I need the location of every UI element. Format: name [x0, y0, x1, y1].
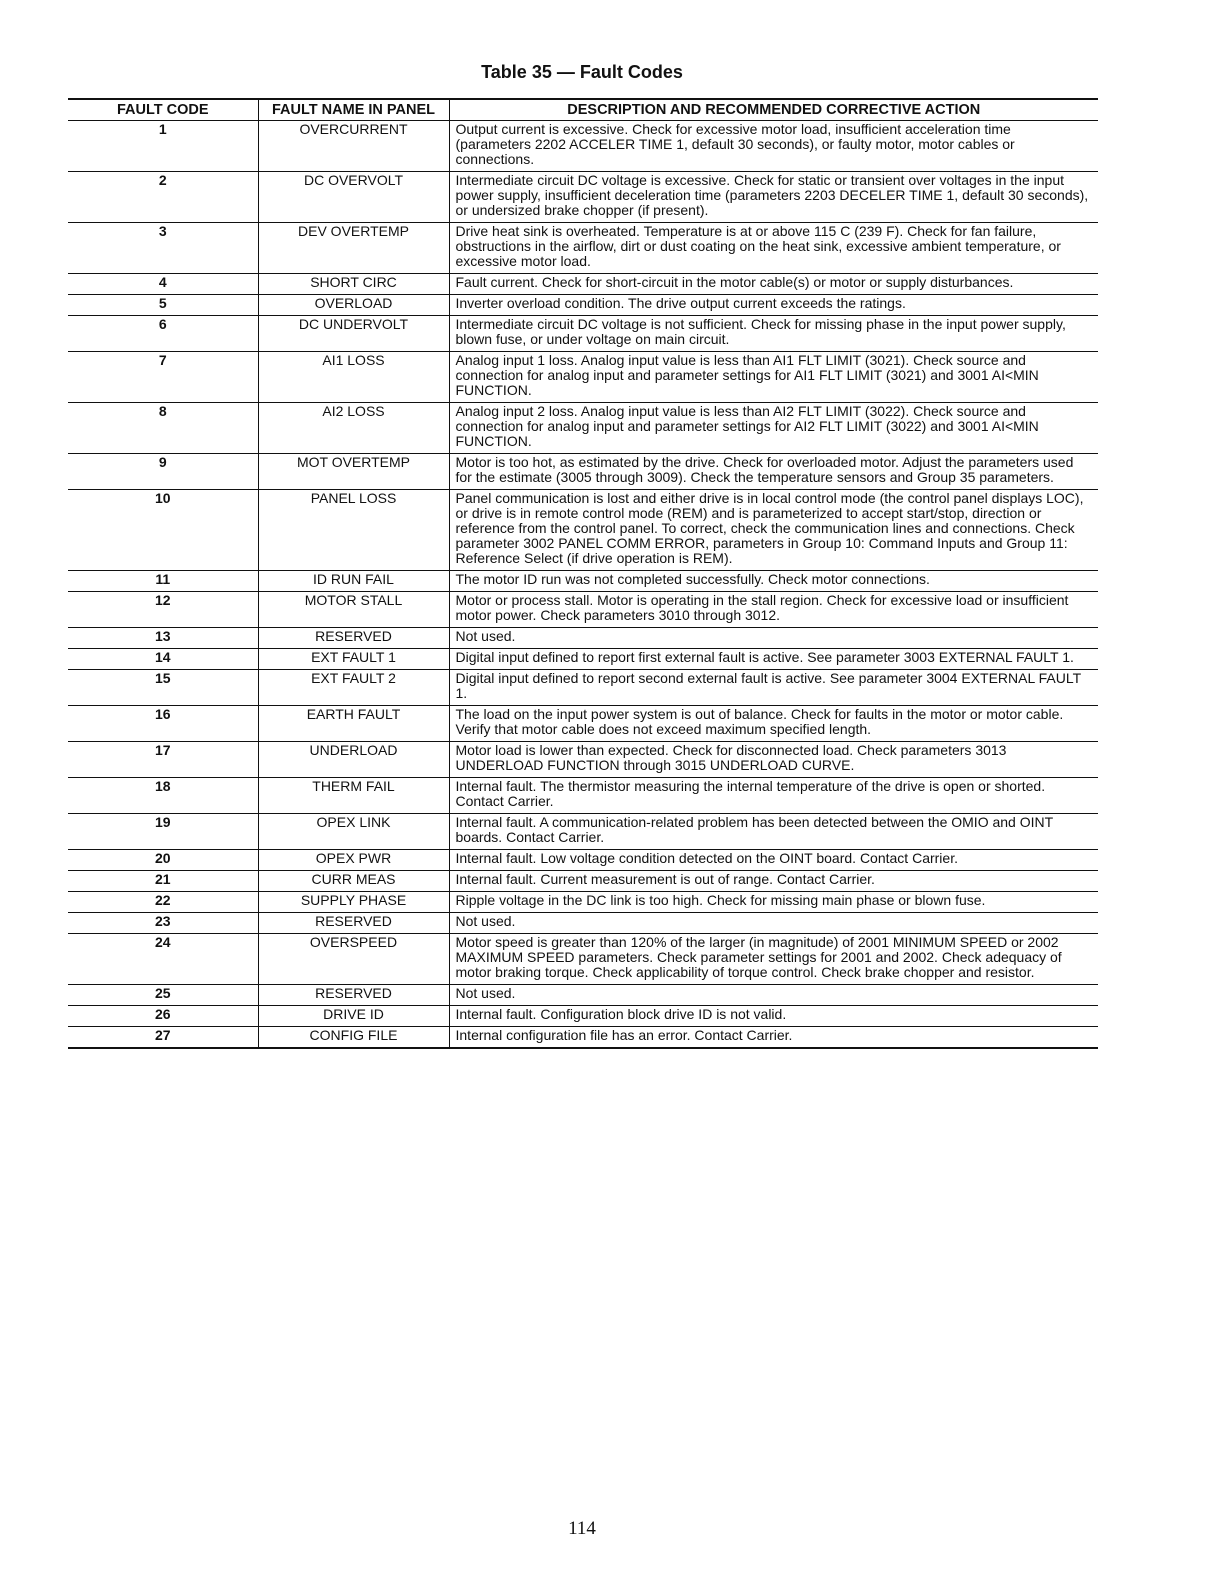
fault-code-cell: 21 [68, 871, 258, 892]
table-row [68, 352, 1098, 403]
fault-name-cell: OPEX PWR [258, 850, 449, 871]
fault-code-cell: 25 [68, 985, 258, 1006]
fault-code-cell: 8 [68, 403, 258, 454]
table-row [68, 571, 1098, 592]
description-cell: Drive heat sink is overheated. Temperature is at or above 115 C (239 F). Check for fan failure, obstructions in the airflow, dirt or dust coating on the heat sink, excessive ambient temperature, or excessive motor load. [449, 223, 1098, 274]
fault-code-cell: 11 [68, 571, 258, 592]
table-row [68, 592, 1098, 628]
fault-name-cell: RESERVED [258, 628, 449, 649]
description-cell: Internal fault. A communication-related problem has been detected between the OMIO and OINT boards. Contact Carrier. [449, 814, 1098, 850]
fault-code-cell: 18 [68, 778, 258, 814]
table-row [68, 742, 1098, 778]
fault-name-cell: OVERSPEED [258, 934, 449, 985]
description-cell: Motor load is lower than expected. Check for disconnected load. Check parameters 3013 UNDERLOAD FUNCTION through 3015 UNDERLOAD CURVE. [449, 742, 1098, 778]
fault-name-cell: EXT FAULT 1 [258, 649, 449, 670]
fault-name-cell: AI2 LOSS [258, 403, 449, 454]
table-row [68, 814, 1098, 850]
fault-name-cell: MOTOR STALL [258, 592, 449, 628]
table-row [68, 403, 1098, 454]
description-cell: Internal fault. The thermistor measuring the internal temperature of the drive is open or shorted. Contact Carrier. [449, 778, 1098, 814]
fault-code-cell: 15 [68, 670, 258, 706]
fault-code-cell: 17 [68, 742, 258, 778]
table-row [68, 490, 1098, 571]
table-row [68, 454, 1098, 490]
fault-code-cell: 19 [68, 814, 258, 850]
header-description: DESCRIPTION AND RECOMMENDED CORRECTIVE ACTION [449, 99, 1098, 121]
fault-code-cell: 1 [68, 121, 258, 172]
fault-name-cell: DC OVERVOLT [258, 172, 449, 223]
table-row [68, 913, 1098, 934]
fault-code-cell: 24 [68, 934, 258, 985]
fault-name-cell: DC UNDERVOLT [258, 316, 449, 352]
description-cell: Not used. [449, 628, 1098, 649]
page-number: 114 [568, 1518, 596, 1539]
fault-code-cell: 6 [68, 316, 258, 352]
description-cell: Digital input defined to report second external fault is active. See parameter 3004 EXTERNAL FAULT 1. [449, 670, 1098, 706]
header-fault-code: FAULT CODE [68, 99, 258, 121]
header-fault-name: FAULT NAME IN PANEL [258, 99, 449, 121]
fault-name-cell: DRIVE ID [258, 1006, 449, 1027]
table-row [68, 223, 1098, 274]
fault-code-cell: 7 [68, 352, 258, 403]
fault-code-cell: 4 [68, 274, 258, 295]
fault-code-cell: 27 [68, 1027, 258, 1049]
table-row [68, 934, 1098, 985]
fault-name-cell: CONFIG FILE [258, 1027, 449, 1049]
description-cell: The motor ID run was not completed successfully. Check motor connections. [449, 571, 1098, 592]
fault-name-cell: PANEL LOSS [258, 490, 449, 571]
fault-name-cell: UNDERLOAD [258, 742, 449, 778]
fault-name-cell: ID RUN FAIL [258, 571, 449, 592]
fault-name-cell: OVERCURRENT [258, 121, 449, 172]
table-body [68, 121, 1098, 1049]
fault-code-cell: 26 [68, 1006, 258, 1027]
fault-code-cell: 22 [68, 892, 258, 913]
table-row [68, 778, 1098, 814]
fault-name-cell: RESERVED [258, 913, 449, 934]
table-row [68, 1006, 1098, 1027]
fault-code-cell: 20 [68, 850, 258, 871]
fault-code-cell: 9 [68, 454, 258, 490]
description-cell: Not used. [449, 913, 1098, 934]
description-cell: Analog input 1 loss. Analog input value is less than AI1 FLT LIMIT (3021). Check source and connection for analog input and parameter settings for AI1 FLT LIMIT (3021) and 3001 AI<MIN FUNCTION. [449, 352, 1098, 403]
description-cell: Motor or process stall. Motor is operating in the stall region. Check for excessive load or insufficient motor power. Check parameters 3010 through 3012. [449, 592, 1098, 628]
description-cell: Fault current. Check for short-circuit in the motor cable(s) or motor or supply disturbances. [449, 274, 1098, 295]
description-cell: Intermediate circuit DC voltage is not sufficient. Check for missing phase in the input power supply, blown fuse, or under voltage on main circuit. [449, 316, 1098, 352]
table-row [68, 985, 1098, 1006]
description-cell: Not used. [449, 985, 1098, 1006]
fault-code-cell: 5 [68, 295, 258, 316]
fault-code-cell: 10 [68, 490, 258, 571]
table-row [68, 628, 1098, 649]
description-cell: Output current is excessive. Check for excessive motor load, insufficient acceleration time (parameters 2202 ACCELER TIME 1, default 30 seconds), or faulty motor, motor cables or connections. [449, 121, 1098, 172]
description-cell: Internal fault. Current measurement is out of range. Contact Carrier. [449, 871, 1098, 892]
fault-name-cell: DEV OVERTEMP [258, 223, 449, 274]
description-cell: Panel communication is lost and either drive is in local control mode (the control panel displays LOC), or drive is in remote control mode (REM) and is parameterized to accept start/stop, direction or reference from the control panel. To correct, check the communication lines and connections. Check parameter 3002 PANEL COMM ERROR, parameters in Group 10: Command Inputs and Group 11: Reference Select (if drive operation is REM). [449, 490, 1098, 571]
table-row [68, 871, 1098, 892]
description-cell: Motor is too hot, as estimated by the drive. Check for overloaded motor. Adjust the parameters used for the estimate (3005 through 3009). Check the temperature sensors and Group 35 parameters. [449, 454, 1098, 490]
table-row [68, 274, 1098, 295]
fault-name-cell: MOT OVERTEMP [258, 454, 449, 490]
fault-name-cell: SUPPLY PHASE [258, 892, 449, 913]
table-row [68, 121, 1098, 172]
fault-name-cell: THERM FAIL [258, 778, 449, 814]
fault-code-cell: 13 [68, 628, 258, 649]
table-row [68, 1027, 1098, 1049]
description-cell: Internal fault. Low voltage condition detected on the OINT board. Contact Carrier. [449, 850, 1098, 871]
table-row [68, 649, 1098, 670]
fault-name-cell: OPEX LINK [258, 814, 449, 850]
table-row [68, 295, 1098, 316]
description-cell: Digital input defined to report first external fault is active. See parameter 3003 EXTERNAL FAULT 1. [449, 649, 1098, 670]
fault-name-cell: SHORT CIRC [258, 274, 449, 295]
fault-code-cell: 14 [68, 649, 258, 670]
fault-name-cell: OVERLOAD [258, 295, 449, 316]
description-cell: Inverter overload condition. The drive output current exceeds the ratings. [449, 295, 1098, 316]
table-row [68, 850, 1098, 871]
table-title: Table 35 — Fault Codes [481, 62, 683, 82]
fault-name-cell: EARTH FAULT [258, 706, 449, 742]
fault-code-cell: 3 [68, 223, 258, 274]
fault-code-cell: 23 [68, 913, 258, 934]
fault-name-cell: RESERVED [258, 985, 449, 1006]
description-cell: Analog input 2 loss. Analog input value is less than AI2 FLT LIMIT (3022). Check source and connection for analog input and parameter settings for AI2 FLT LIMIT (3022) and 3001 AI<MIN FUNCTION. [449, 403, 1098, 454]
fault-code-cell: 2 [68, 172, 258, 223]
table-row [68, 172, 1098, 223]
description-cell: Intermediate circuit DC voltage is excessive. Check for static or transient over voltages in the input power supply, insufficient deceleration time (parameters 2203 DECELER TIME 1, default 30 seconds), or undersized brake chopper (if present). [449, 172, 1098, 223]
fault-name-cell: CURR MEAS [258, 871, 449, 892]
fault-name-cell: AI1 LOSS [258, 352, 449, 403]
table-row [68, 706, 1098, 742]
table-row [68, 892, 1098, 913]
fault-name-cell: EXT FAULT 2 [258, 670, 449, 706]
description-cell: Internal fault. Configuration block drive ID is not valid. [449, 1006, 1098, 1027]
fault-code-cell: 16 [68, 706, 258, 742]
table-row [68, 670, 1098, 706]
description-cell: The load on the input power system is out of balance. Check for faults in the motor or motor cable. Verify that motor cable does not exceed maximum specified length. [449, 706, 1098, 742]
description-cell: Internal configuration file has an error. Contact Carrier. [449, 1027, 1098, 1049]
fault-code-cell: 12 [68, 592, 258, 628]
fault-codes-table [68, 98, 1098, 1049]
description-cell: Motor speed is greater than 120% of the larger (in magnitude) of 2001 MINIMUM SPEED or 2002 MAXIMUM SPEED parameters. Check parameter settings for 2001 and 2002. Check adequacy of motor braking torque. Check applicability of torque control. Check brake chopper and resistor. [449, 934, 1098, 985]
description-cell: Ripple voltage in the DC link is too high. Check for missing main phase or blown fuse. [449, 892, 1098, 913]
table-row [68, 316, 1098, 352]
table-header-row [68, 99, 1098, 121]
